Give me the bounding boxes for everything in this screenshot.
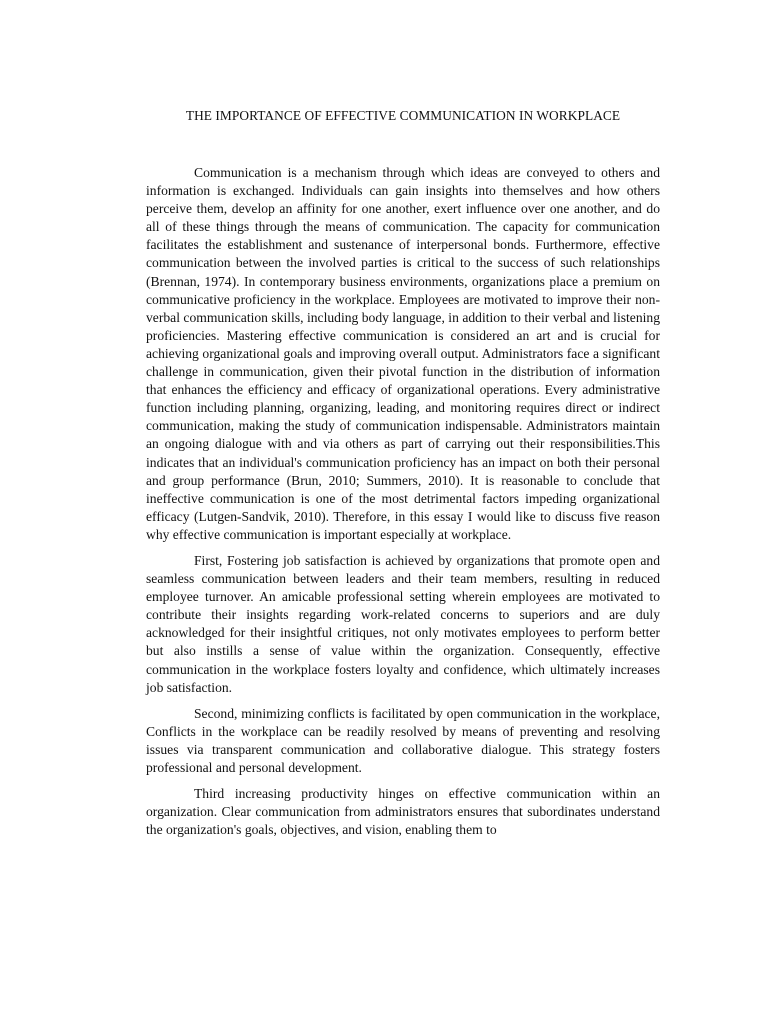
paragraph-minimizing-conflicts: Second, minimizing conflicts is facilitated by open communication in the workplace, Conflicts in the workplace can be readily resolved by means of preventing and resolving issues via transparent communication and collaborative dialogue. This strategy fosters professional and personal development.: [146, 705, 660, 775]
paragraph-job-satisfaction: First, Fostering job satisfaction is achieved by organizations that promote open and seamless communication between leaders and their team members, resulting in reduced employee turnover. An amicable professional setting wherein employees are motivated to contribute their insights regarding work-related concerns to superiors and are duly acknowledged for their insightful critiques, not only motivates employees to perform better but also instills a sense of value within the organization. Consequently, effective communication in the workplace fosters loyalty and confidence, which ultimately increases job satisfaction.: [146, 552, 660, 695]
document-body: [146, 164, 660, 847]
document-title: THE IMPORTANCE OF EFFECTIVE COMMUNICATION IN WORKPLACE: [185, 108, 621, 123]
paragraph-introduction: Communication is a mechanism through which ideas are conveyed to others and information is exchanged. Individuals can gain insights into themselves and how others perceive them, develop an affinity for one another, exert influence over one another, and do all of these things through the means of communication. The capacity for communication facilitates the establishment and sustenance of interpersonal bonds. Furthermore, effective communication between the involved parties is critical to the success of such relationships (Brennan, 1974). In contemporary business environments, organizations place a premium on communicative proficiency in the workplace. Employees are motivated to improve their non-verbal communication skills, including body language, in addition to their verbal and listening proficiencies. Mastering effective communication is considered an art and is crucial for achieving organizational goals and improving overall output. Administrators face a significant challenge in communication, given their pivotal function in the distribution of information that enhances the efficiency and efficacy of organizational operations. Every administrative function including planning, organizing, leading, and monitoring requires direct or indirect communication, making the study of communication indispensable. Administrators maintain an ongoing dialogue with and via others as part of carrying out their responsibilities.This indicates that an individual's communication proficiency has an impact on both their personal and group performance (Brun, 2010; Summers, 2010). It is reasonable to conclude that ineffective communication is one of the most detrimental factors impeding organizational efficacy (Lutgen-Sandvik, 2010). Therefore, in this essay I would like to discuss five reason why effective communication is important especially at workplace.: [146, 165, 660, 542]
paragraph-productivity: Third increasing productivity hinges on effective communication within an organization. Clear communication from administrators ensures that subordinates understand the organization's goals, objectives, and vision, enabling them to: [146, 786, 660, 838]
